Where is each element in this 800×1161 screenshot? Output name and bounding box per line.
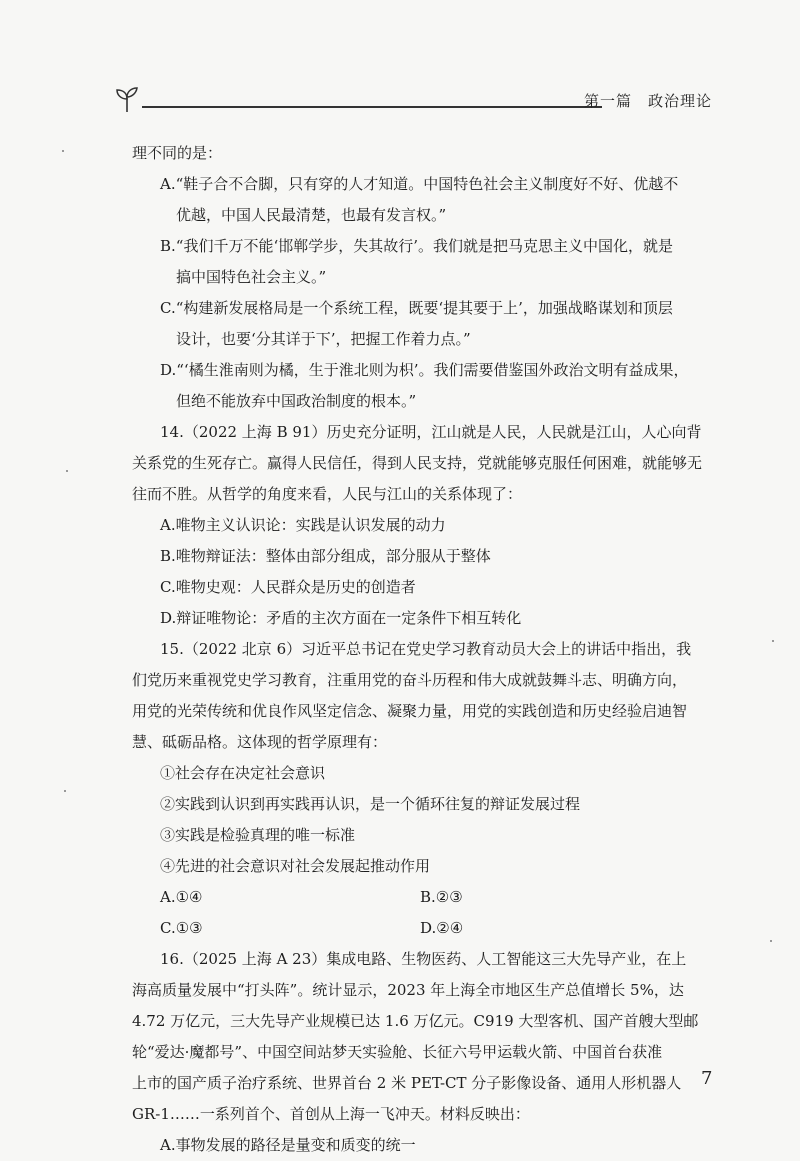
option-a: A.事物发展的路径是量变和质变的统一 xyxy=(160,1136,416,1154)
choice-c: C.①③ xyxy=(160,919,203,937)
option-a: A.唯物主义认识论：实践是认识发展的动力 xyxy=(160,516,446,534)
text-line: 设计，也要‘分其详于下’，把握工作着力点。” xyxy=(176,330,471,348)
option-b: B.唯物辩证法：整体由部分组成，部分服从于整体 xyxy=(160,547,491,565)
scan-speck xyxy=(66,470,68,472)
header-rule xyxy=(142,106,602,108)
choice-d: D.②④ xyxy=(420,919,464,937)
page-header xyxy=(112,84,712,118)
text-line: 们党历来重视党史学习教育，注重用党的奋斗历程和伟大成就鼓舞斗志、明确方向， xyxy=(132,671,688,689)
page-number: 7 xyxy=(701,1068,713,1089)
scan-speck xyxy=(64,790,66,792)
statement-2: ②实践到认识到再实践再认识，是一个循环往复的辩证发展过程 xyxy=(160,795,581,813)
question-15-stem: 15.（2022 北京 6）习近平总书记在党史学习教育动员大会上的讲话中指出，我 xyxy=(160,640,692,658)
choice-row xyxy=(132,882,712,913)
option-c: C.“构建新发展格局是一个系统工程，既要‘提其要于上’，加强战略谋划和顶层 xyxy=(160,299,673,317)
statement-1: ①社会存在决定社会意识 xyxy=(160,764,326,782)
text-line: 搞中国特色社会主义。” xyxy=(176,268,327,286)
text-line: 上市的国产质子治疗系统、世界首台 2 米 PET-CT 分子影像设备、通用人形机器人 xyxy=(132,1074,682,1092)
text-line: 优越，中国人民最清楚，也最有发言权。” xyxy=(176,206,447,224)
text-line: 4.72 万亿元，三大先导产业规模已达 1.6 万亿元。C919 大型客机、国产首艘大型邮 xyxy=(132,1012,699,1030)
option-b: B.“我们千万不能‘邯郸学步，失其故行’。我们就是把马克思主义中国化，就是 xyxy=(160,237,673,255)
statement-4: ④先进的社会意识对社会发展起推动作用 xyxy=(160,857,431,875)
text-line: GR-1……一系列首个、首创从上海一飞冲天。材料反映出： xyxy=(132,1105,530,1123)
text-line: 但绝不能放弃中国政治制度的根本。” xyxy=(176,392,417,410)
option-a: A.“鞋子合不合脚，只有穿的人才知道。中国特色社会主义制度好不好、优越不 xyxy=(160,175,679,193)
choice-b: B.②③ xyxy=(420,888,463,906)
sprout-icon xyxy=(112,84,142,114)
scan-speck xyxy=(772,640,774,642)
text-line: 往而不胜。从哲学的角度来看，人民与江山的关系体现了： xyxy=(132,485,523,503)
text-line: 用党的光荣传统和优良作风坚定信念、凝聚力量，用党的实践创造和历史经验启迪智 xyxy=(132,702,688,720)
question-content xyxy=(132,138,712,1161)
statement-3: ③实践是检验真理的唯一标准 xyxy=(160,826,356,844)
scan-speck xyxy=(62,150,64,152)
choice-row xyxy=(132,913,712,944)
question-14-stem: 14.（2022 上海 B 91）历史充分证明，江山就是人民，人民就是江山，人心向背 xyxy=(160,423,702,441)
scan-speck xyxy=(770,940,772,942)
text-line: 轮“爱达·魔都号”、中国空间站梦天实验舱、长征六号甲运载火箭、中国首台获准 xyxy=(132,1043,663,1061)
option-d: D.“‘橘生淮南则为橘，生于淮北则为枳’。我们需要借鉴国外政治文明有益成果， xyxy=(160,361,689,379)
option-d: D.辩证唯物论：矛盾的主次方面在一定条件下相互转化 xyxy=(160,609,522,627)
text-line: 关系党的生死存亡。赢得人民信任，得到人民支持，党就能够克服任何困难，就能够无 xyxy=(132,454,703,472)
option-c: C.唯物史观：人民群众是历史的创造者 xyxy=(160,578,416,596)
header-title: 第一篇 政治理论 xyxy=(583,92,712,110)
question-16-stem: 16.（2025 上海 A 23）集成电路、生物医药、人工智能这三大先导产业，在上 xyxy=(160,950,687,968)
text-line: 理不同的是： xyxy=(132,144,223,162)
choice-a: A.①④ xyxy=(160,888,203,906)
text-line: 慧、砥砺品格。这体现的哲学原理有： xyxy=(132,733,388,751)
text-line: 海高质量发展中“打头阵”。统计显示，2023 年上海全市地区生产总值增长 5%，达 xyxy=(132,981,684,999)
